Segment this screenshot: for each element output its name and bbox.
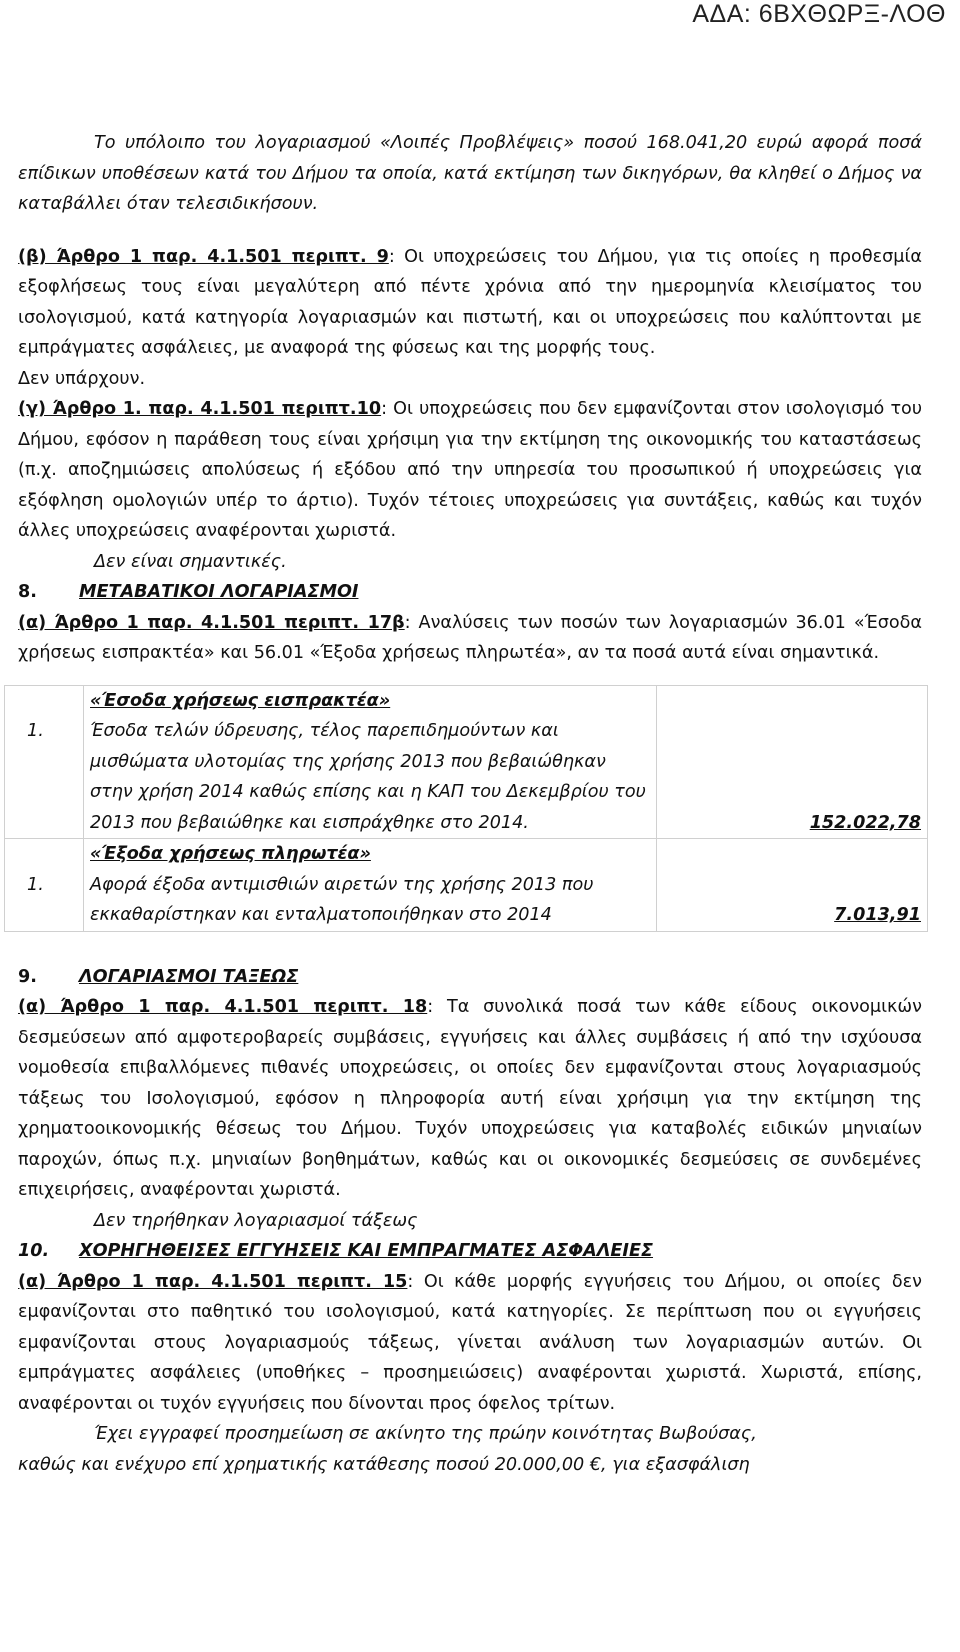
- table-row: [5, 839, 928, 932]
- table-cell-amount: [657, 685, 928, 839]
- section-8-heading: [18, 577, 922, 608]
- section-9-heading: [18, 962, 922, 993]
- section-8-paragraph: [18, 608, 922, 669]
- expenses-payable-header: «Έξοδα χρήσεως πληρωτέα»: [90, 844, 371, 864]
- transitional-accounts-table: [4, 685, 928, 932]
- document-body: [18, 128, 922, 1480]
- section-10-paragraph: [18, 1267, 922, 1420]
- section-9-title: ΛΟΓΑΡΙΑΣΜΟΙ ΤΑΞΕΩΣ: [79, 966, 299, 987]
- section-10-label: (α) Άρθρο 1 παρ. 4.1.501 περιπτ. 15: [18, 1271, 408, 1292]
- table-cell-amount: [657, 839, 928, 932]
- expenses-payable-description: Αφορά έξοδα αντιμισθιών αιρετών της χρήσης 2013 που εκκαθαρίστηκαν και ενταλματοποιήθηκαν στο 2014: [90, 874, 594, 925]
- section-9-answer: Δεν τηρήθηκαν λογαριασμοί τάξεως: [94, 1210, 418, 1231]
- section-b-paragraph: [18, 242, 922, 364]
- table-row: [5, 685, 928, 839]
- table-cell-text: [84, 685, 657, 839]
- section-10-final-line-1: Έχει εγγραφεί προσημείωση σε ακίνητο της πρώην κοινότητας Βωβούσας,: [94, 1424, 757, 1444]
- section-9-number: 9.: [18, 966, 37, 987]
- section-10-heading: [18, 1236, 922, 1267]
- intro-paragraph: Το υπόλοιπο του λογαριασμού «Λοιπές Προβλέψεις» ποσού 168.041,20 ευρώ αφορά ποσά επίδικων υποθέσεων κατά του Δήμου τα οποία, κατά εκτίμηση των δικηγόρων, θα κληθεί ο Δήμος να καταβάλλει όταν τελεσιδικήσουν.: [18, 133, 922, 214]
- section-b-text: : Οι υποχρεώσεις του Δήμου, για τις οποίες η προθεσμία εξοφλήσεως τους είναι μεγαλύτερη από πέντε χρόνια από την ημερομηνία κλεισίματος του ισολογισμού, κατά κατηγορία λογαριασμών και πιστωτή, και οι υποχρεώσεις που καλύπτονται με εμπράγματες ασφάλειες, με αναφορά της φύσεως και της μορφής τους.: [18, 246, 922, 358]
- table-cell-num: 1.: [5, 839, 84, 932]
- section-10-text: : Οι κάθε μορφής εγγυήσεις του Δήμου, οι οποίες δεν εμφανίζονται στο παθητικό του ισολογισμού, κατά κατηγορίες. Σε περίπτωση που οι εγγυήσεις εμφανίζονται στους λογαριασμούς τάξεως, γίνεται ανάλυση των λογαριασμών αυτών. Οι εμπράγματες ασφάλειες (υποθήκες – προσημειώσεις) αναφέρονται χωριστά. Χωριστά, επίσης, αναφέρονται οι τυχόν εγγυήσεις που δίνονται προς όφελος τρίτων.: [18, 1271, 922, 1414]
- section-8-number: 8.: [18, 582, 37, 602]
- section-b-answer: Δεν υπάρχουν.: [18, 368, 146, 389]
- section-c-label: (γ) Άρθρο 1. παρ. 4.1.501 περιπτ.10: [18, 399, 382, 419]
- section-8-text: : Αναλύσεις των ποσών των λογαριασμών 36.01 «Έσοδα χρήσεως εισπρακτέα» και 56.01 «Έξοδα χρήσεως πληρωτέα», αν τα ποσά αυτά είναι σημαντικά.: [18, 612, 922, 663]
- section-10-final-line-2: καθώς και ενέχυρο επί χρηματικής κατάθεσης ποσού 20.000,00 €, για εξασφάλιση: [18, 1454, 750, 1475]
- expenses-payable-amount: 7.013,91: [834, 905, 921, 925]
- section-10-number: 10.: [18, 1241, 50, 1261]
- section-b-label: (β) Άρθρο 1 παρ. 4.1.501 περιπτ. 9: [18, 246, 389, 267]
- section-8-label: (α) Άρθρο 1 παρ. 4.1.501 περιπτ. 17β: [18, 612, 405, 633]
- income-receivable-header: «Έσοδα χρήσεως εισπρακτέα»: [90, 690, 391, 711]
- section-c-paragraph: [18, 394, 922, 547]
- income-receivable-description: Έσοδα τελών ύδρευσης, τέλος παρεπιδημούντων και μισθώματα υλοτομίας της χρήσης 2013 που βεβαιώθηκαν στην χρήση 2014 καθώς επίσης και η ΚΑΠ του Δεκεμβρίου του 2013 που βεβαιώθηκε και εισπράχθηκε στο 2014.: [90, 721, 646, 833]
- section-9-paragraph: [18, 992, 922, 1206]
- table-cell-num: 1.: [5, 685, 84, 839]
- income-receivable-amount: 152.022,78: [809, 812, 921, 833]
- section-8-title: ΜΕΤΑΒΑΤΙΚΟΙ ΛΟΓΑΡΙΑΣΜΟΙ: [79, 582, 359, 602]
- section-c-answer: Δεν είναι σημαντικές.: [94, 551, 287, 572]
- section-c-text: : Οι υποχρεώσεις που δεν εμφανίζονται στον ισολογισμό του Δήμου, εφόσον η παράθεση τους είναι χρήσιμη για την εκτίμηση της οικονομικής του καταστάσεως (π.χ. αποζημιώσεις απολύσεως ή εξόδου από την υπηρεσία του προσωπικού ή υποχρεώσεις για εξόφληση ομολογιών υπέρ το άρτιο). Τυχόν τέτοιες υποχρεώσεις για συντάξεις, καθώς και τυχόν άλλες υποχρεώσεις αναφέρονται χωριστά.: [18, 399, 922, 541]
- section-9-label: (α) Άρθρο 1 παρ. 4.1.501 περιπτ. 18: [18, 997, 428, 1017]
- section-9-text: : Τα συνολικά ποσά των κάθε είδους οικονομικών δεσμεύσεων από αμφοτεροβαρείς συμβάσεις, εγγυήσεις και άλλες συμβάσεις ή από την ισχύουσα νομοθεσία επιβαλλόμενες πιθανές υποχρεώσεις, οι οποίες δεν εμφανίζονται στους λογαριασμούς τάξεως του Ισολογισμού, εφόσον η πληροφορία αυτή είναι χρήσιμη για την εκτίμηση της χρηματοοικονομικής θέσεως του Δήμου. Τυχόν υποχρεώσεις για καταβολές ειδικών μηνιαίων παροχών, όπως π.χ. μηνιαίων βοηθημάτων, καθώς και οι οικονομικές δεσμεύσεις σε συνδεμένες επιχειρήσεις, αναφέρονται χωριστά.: [18, 997, 922, 1200]
- table-cell-text: [84, 839, 657, 932]
- section-10-title: ΧΟΡΗΓΗΘΕΙΣΕΣ ΕΓΓΥΗΣΕΙΣ ΚΑΙ ΕΜΠΡΑΓΜΑΤΕΣ ΑΣΦΑΛΕΙΕΣ: [79, 1241, 654, 1261]
- ada-header: ΑΔΑ: 6ΒΧΘΩΡΞ-ΛΟΘ: [692, 0, 946, 28]
